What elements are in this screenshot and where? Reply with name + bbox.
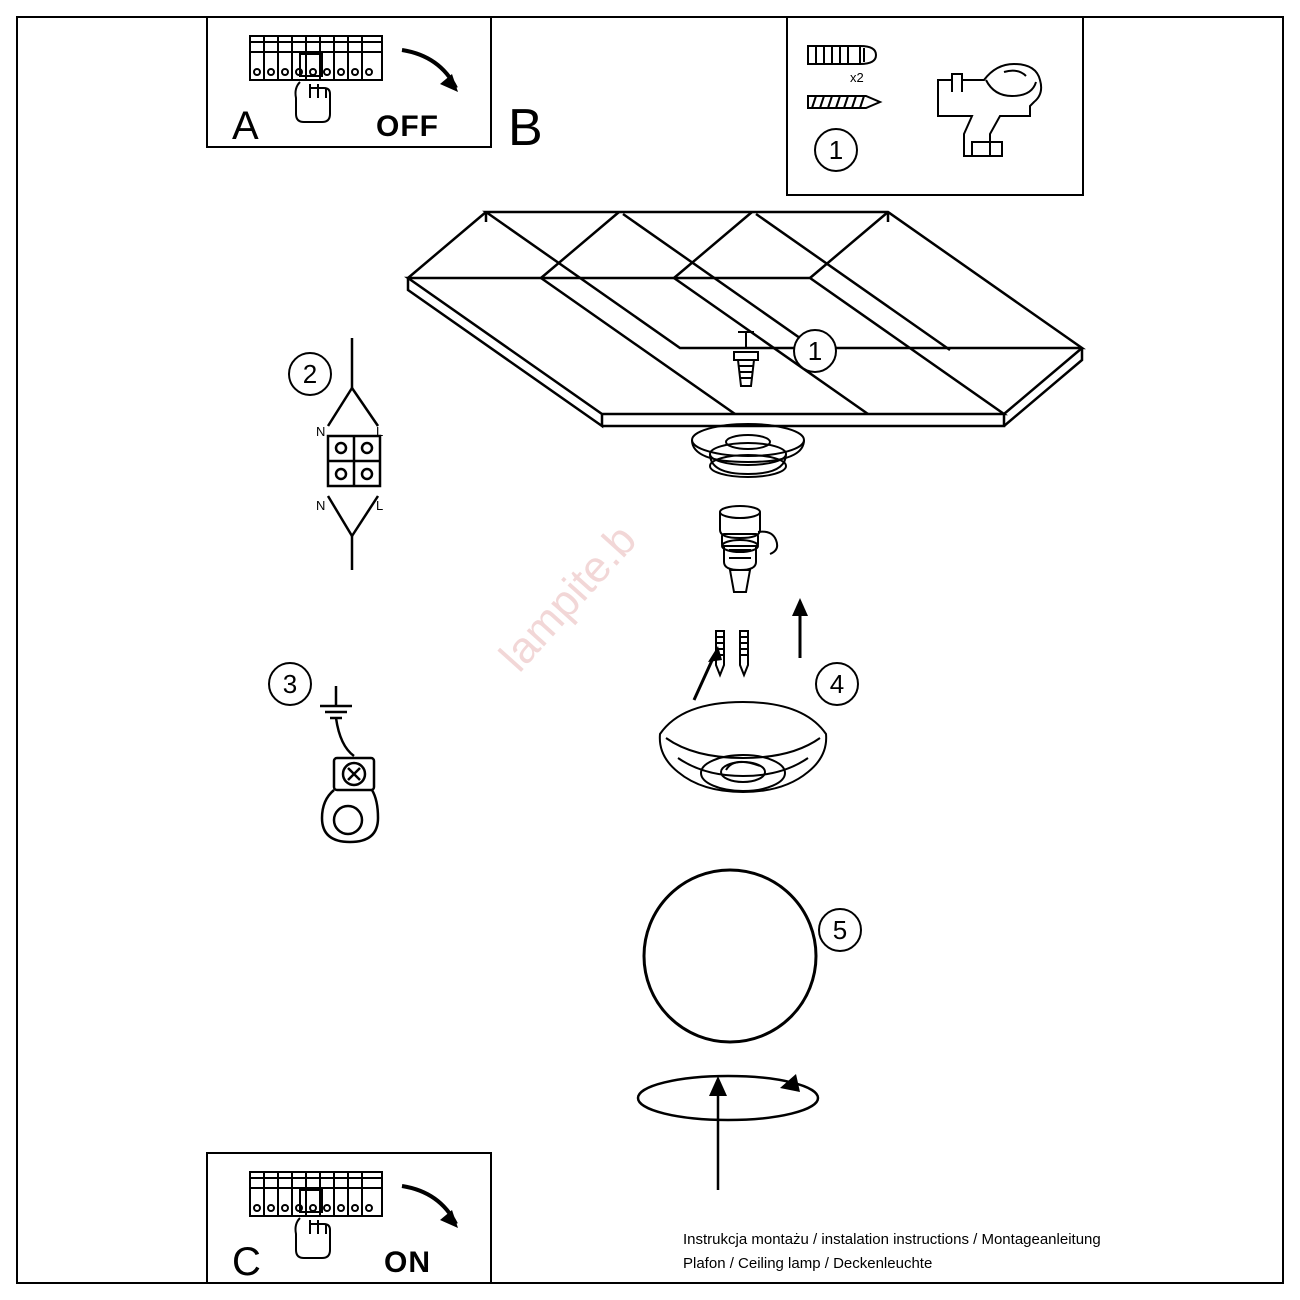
panel-step-a [206,16,492,148]
ceiling-cup-illustration [688,420,808,510]
section-c-action-label: ON [384,1246,431,1279]
step-2-badge: 2 [288,352,332,396]
glass-globe-illustration [640,866,820,1046]
ceiling-anchor-screw-icon [714,330,784,410]
panel-parts-tools [786,16,1084,196]
curved-arrow-icon [394,40,474,110]
step-5-badge: 5 [818,908,862,952]
footer-line-1: Instrukcja montażu / instalation instructions / Montageanleitung [683,1231,1101,1248]
section-c-letter: C [232,1240,261,1284]
section-a-letter: A [232,104,259,148]
wire-label-l-top: L [376,424,384,439]
watermark-text: lampite.b [490,515,647,681]
step-4-arrows-icon [672,596,822,706]
step-3-badge: 3 [268,662,312,706]
panel-step-c [206,1152,492,1284]
step-1-badge-tools: 1 [814,128,858,172]
wire-label-n-top: N [316,424,326,439]
step-4-badge: 4 [815,662,859,706]
section-a-action-label: OFF [376,110,439,143]
wire-terminal-illustration [300,330,430,580]
quantity-label: x2 [850,70,864,85]
footer-line-2: Plafon / Ceiling lamp / Deckenleuchte [683,1255,933,1272]
step-1-badge: 1 [793,329,837,373]
wire-label-n-bottom: N [316,498,326,513]
curved-arrow-icon [394,1176,474,1246]
section-b-letter: B [508,99,543,157]
footer-caption [683,1228,1101,1276]
screw-icon [802,84,912,124]
wire-label-l-bottom: L [376,498,384,513]
rotate-push-arrows-icon [620,1060,840,1200]
earth-connection-illustration [304,672,414,862]
power-drill-icon [928,36,1078,186]
lamp-body-illustration [648,696,838,816]
